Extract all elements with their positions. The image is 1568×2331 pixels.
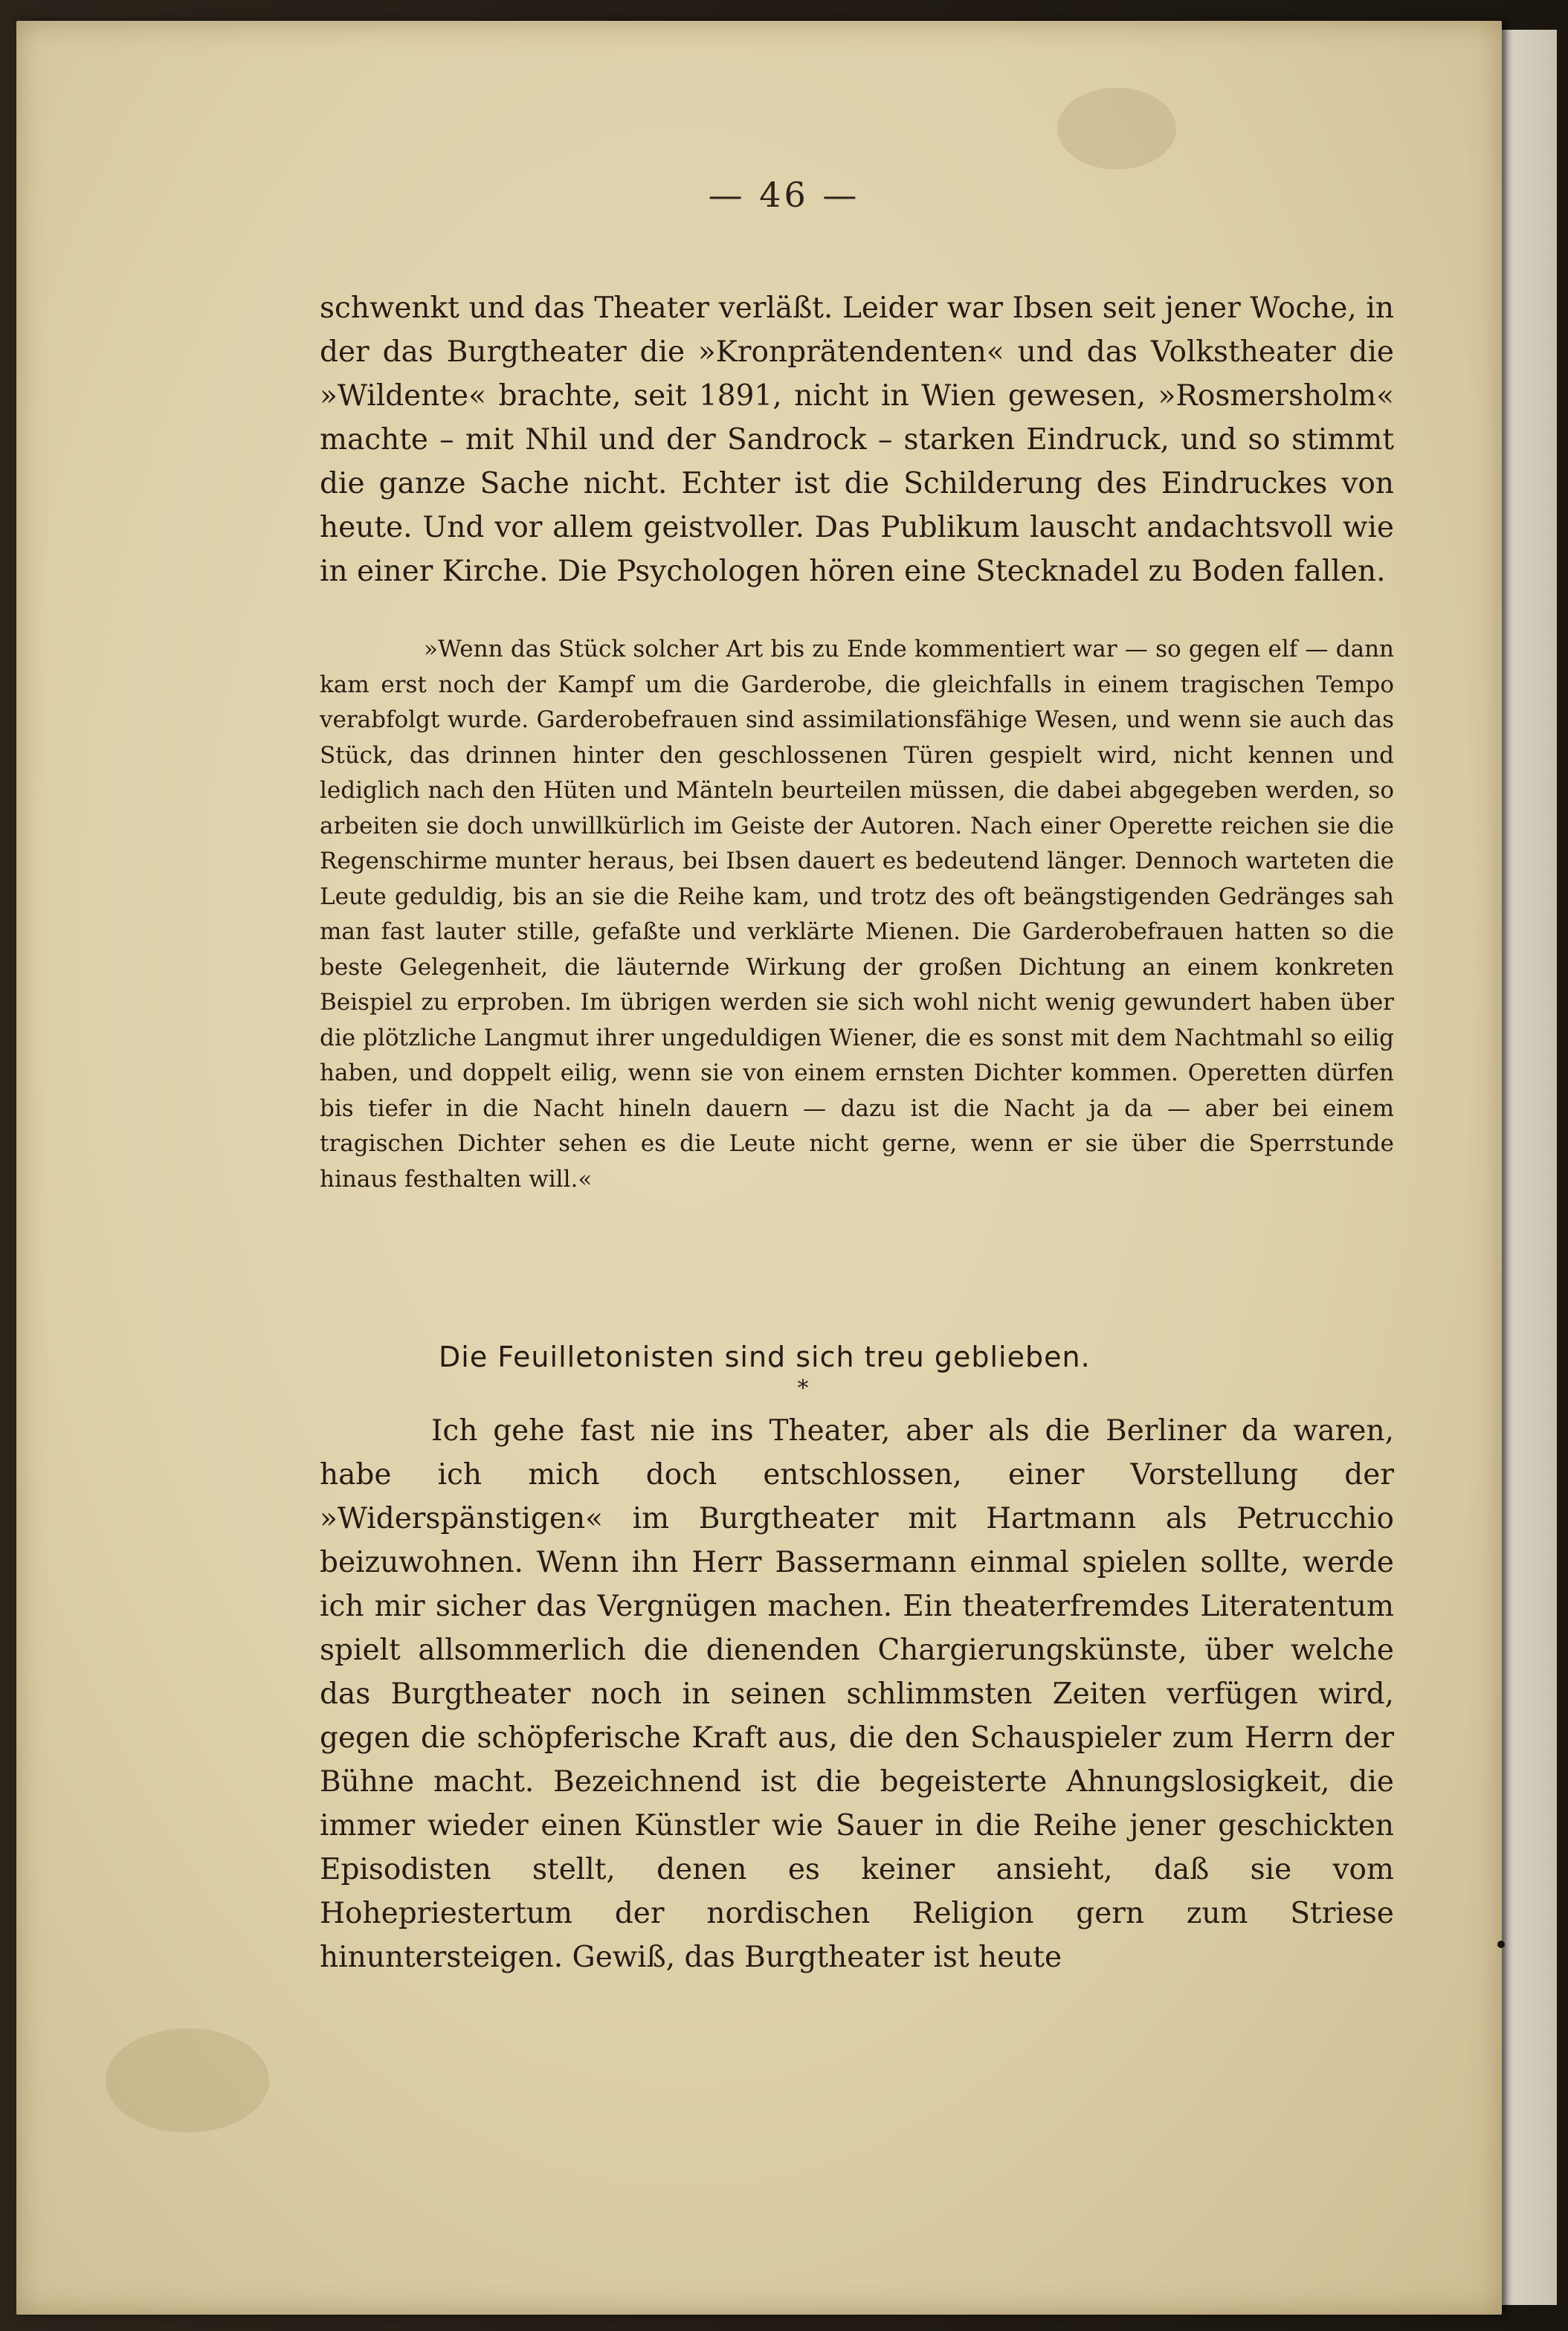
page-number: — 46 — bbox=[708, 175, 860, 215]
body-paragraph-2 bbox=[320, 1409, 1394, 1979]
paragraph-text: schwenkt und das Theater verläßt. Leider war Ibsen seit jener Woche, in der das Burgtheater die »Kronprätendenten« und das Volkstheater die »Wildente« brachte, seit 1891, nicht in Wien gewesen, »Rosmersholm« machte – mit Nhil und der Sandrock – starken Eindruck, und so stimmt die ganze Sache nicht. Echter ist die Schilderung des Eindruckes von heute. Und vor allem geistvoller. Das Publikum lauscht andachtsvoll wie in einer Kirche. Die Psychologen hören eine Stecknadel zu Boden fallen. bbox=[320, 291, 1394, 588]
closing-line: Die Feuilletonisten sind sich treu geblieben. bbox=[439, 1341, 1091, 1373]
ink-dot bbox=[1497, 1941, 1505, 1948]
section-separator: * bbox=[797, 1376, 809, 1402]
body-paragraph-1 bbox=[320, 286, 1394, 593]
paragraph-text: Ich gehe fast nie ins Theater, aber als die Berliner da waren, habe ich mich doch entschlossen, einer Vorstellung der »Widerspänstigen« im Burgtheater mit Hartmann als Petrucchio beizuwohnen. Wenn ihn Herr Bassermann einmal spielen sollte, werde ich mir sicher das Vergnügen machen. Ein theaterfremdes Literatentum spielt allsommerlich die dienenden Chargierungskünste, über welche das Burgtheater noch in seinen schlimmsten Zeiten verfügen wird, gegen die schöpferische Kraft aus, die den Schauspieler zum Herrn der Bühne macht. Bezeichnend ist die begeisterte Ahnungslosigkeit, die immer wieder einen Künstler wie Sauer in die Reihe jener geschickten Episodisten stellt, denen es keiner ansieht, daß sie vom Hohepriestertum der nordischen Religion gern zum Striese hinuntersteigen. Gewiß, das Burgtheater ist heute bbox=[320, 1414, 1394, 1974]
quoted-passage bbox=[320, 632, 1394, 1197]
paper-stain bbox=[106, 2028, 269, 2132]
paper-stain bbox=[1057, 88, 1176, 170]
quote-text: »Wenn das Stück solcher Art bis zu Ende kommentiert war — so gegen elf — dann kam erst noch der Kampf um die Garderobe, die gleichfalls in einem tragischen Tempo verabfolgt wurde. Garderobefrauen sind assimilationsfähige Wesen, und wenn sie auch das Stück, das drinnen hinter den geschlossenen Türen gespielt wird, nicht kennen und lediglich nach den Hüten und Mänteln beurteilen müssen, die dabei abgegeben werden, so arbeiten sie doch unwillkürlich im Geiste der Autoren. Nach einer Operette reichen sie die Regenschirme munter heraus, bei Ibsen dauert es bedeutend länger. Dennoch warteten die Leute geduldig, bis an sie die Reihe kam, und trotz des oft beängstigenden Gedränges sah man fast lauter stille, gefaßte und verklärte Mienen. Die Garderobefrauen hatten so die beste Gelegenheit, die läuternde Wirkung der großen Dichtung an einem konkreten Beispiel zu erproben. Im übrigen werden sie sich wohl nicht wenig gewundert haben über die plötzliche Langmut ihrer ungeduldigen Wiener, die es sonst mit dem Nachtmahl so eilig haben, und doppelt eilig, wenn sie von einem ernsten Dichter kommen. Operetten dürfen bis tiefer in die Nacht hineln dauern — dazu ist die Nacht ja da — aber bei einem tragischen Dichter sehen es die Leute nicht gerne, wenn er sie über die Sperrstunde hinaus festhalten will.« bbox=[320, 636, 1394, 1193]
